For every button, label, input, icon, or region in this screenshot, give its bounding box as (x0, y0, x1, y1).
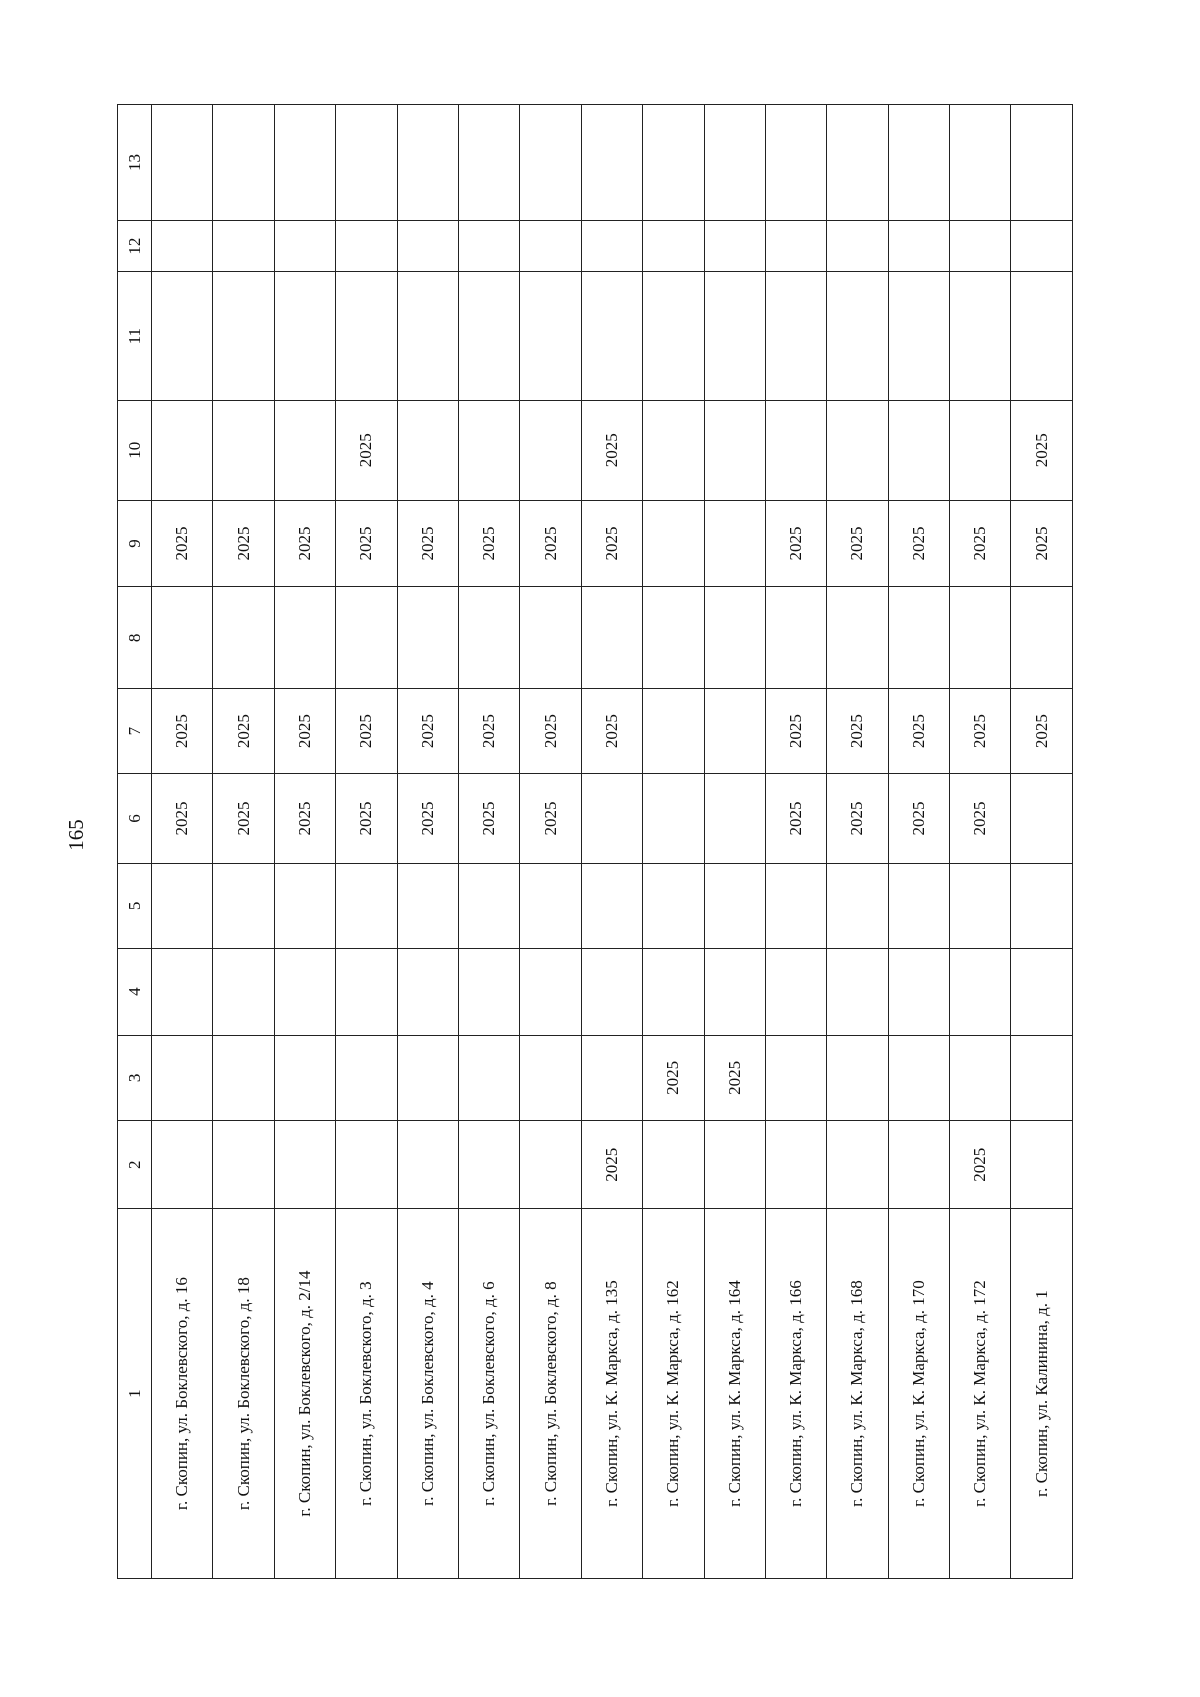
year-cell: 2025 (213, 689, 274, 774)
year-cell (397, 948, 458, 1035)
table-row (152, 105, 213, 1579)
year-cell (1011, 272, 1073, 401)
table-row (643, 105, 704, 1579)
year-cell (643, 1121, 704, 1209)
year-cell: 2025 (581, 400, 642, 500)
address-cell: г. Скопин, ул. К. Маркса, д. 170 (888, 1209, 949, 1579)
column-header: 10 (118, 400, 152, 500)
year-cell (704, 500, 765, 587)
year-cell (213, 948, 274, 1035)
year-cell (213, 1121, 274, 1209)
year-cell: 2025 (274, 500, 335, 587)
table-row (458, 105, 519, 1579)
year-cell (888, 105, 949, 221)
year-cell (458, 272, 519, 401)
year-cell (397, 400, 458, 500)
address-cell: г. Скопин, ул. Боклевского, д. 18 (213, 1209, 274, 1579)
table-body (152, 105, 1073, 1579)
year-cell (458, 587, 519, 689)
address-cell: г. Скопин, ул. Боклевского, д. 16 (152, 1209, 213, 1579)
year-cell: 2025 (397, 689, 458, 774)
year-cell: 2025 (336, 500, 397, 587)
year-cell (888, 1121, 949, 1209)
year-cell (581, 105, 642, 221)
column-header: 7 (118, 689, 152, 774)
year-cell (397, 864, 458, 949)
table-row (397, 105, 458, 1579)
year-cell (213, 272, 274, 401)
year-cell (397, 1035, 458, 1121)
year-cell: 2025 (1011, 500, 1073, 587)
year-cell (643, 773, 704, 863)
year-cell: 2025 (336, 689, 397, 774)
year-cell (1011, 948, 1073, 1035)
year-cell (458, 220, 519, 271)
year-cell (274, 864, 335, 949)
year-cell: 2025 (520, 773, 581, 863)
year-cell (581, 864, 642, 949)
column-header: 5 (118, 864, 152, 949)
year-cell: 2025 (827, 500, 888, 587)
year-cell (704, 689, 765, 774)
year-cell: 2025 (827, 773, 888, 863)
year-cell: 2025 (1011, 400, 1073, 500)
column-header: 11 (118, 272, 152, 401)
rotated-table-wrapper (117, 104, 1073, 1579)
year-cell (397, 105, 458, 221)
year-cell (704, 948, 765, 1035)
year-cell (643, 587, 704, 689)
year-cell (520, 1121, 581, 1209)
year-cell (950, 864, 1011, 949)
year-cell: 2025 (643, 1035, 704, 1121)
year-cell (643, 400, 704, 500)
year-cell (827, 587, 888, 689)
year-cell (152, 864, 213, 949)
address-cell: г. Скопин, ул. К. Маркса, д. 168 (827, 1209, 888, 1579)
year-cell (397, 272, 458, 401)
year-cell (888, 587, 949, 689)
address-cell: г. Скопин, ул. К. Маркса, д. 172 (950, 1209, 1011, 1579)
address-cell: г. Скопин, ул. Калинина, д. 1 (1011, 1209, 1073, 1579)
year-cell (274, 400, 335, 500)
year-cell (213, 105, 274, 221)
year-cell (888, 948, 949, 1035)
year-cell (336, 220, 397, 271)
year-cell (765, 1121, 826, 1209)
year-cell (458, 105, 519, 221)
year-cell (643, 220, 704, 271)
year-cell (213, 1035, 274, 1121)
year-cell: 2025 (152, 773, 213, 863)
year-cell (458, 1121, 519, 1209)
year-cell (765, 587, 826, 689)
year-cell (458, 1035, 519, 1121)
column-header: 6 (118, 773, 152, 863)
year-cell (520, 220, 581, 271)
year-cell: 2025 (581, 500, 642, 587)
year-cell: 2025 (950, 1121, 1011, 1209)
year-cell: 2025 (765, 689, 826, 774)
year-cell (704, 105, 765, 221)
year-cell (888, 272, 949, 401)
address-cell: г. Скопин, ул. К. Маркса, д. 162 (643, 1209, 704, 1579)
year-cell (213, 587, 274, 689)
year-cell (1011, 1035, 1073, 1121)
year-cell (950, 400, 1011, 500)
year-cell (520, 864, 581, 949)
table-row (274, 105, 335, 1579)
year-cell (213, 220, 274, 271)
year-cell (950, 272, 1011, 401)
year-cell (397, 1121, 458, 1209)
year-cell: 2025 (274, 773, 335, 863)
year-cell: 2025 (458, 500, 519, 587)
year-cell (765, 864, 826, 949)
year-cell (643, 689, 704, 774)
year-cell (152, 105, 213, 221)
year-cell (397, 587, 458, 689)
year-cell (581, 773, 642, 863)
year-cell: 2025 (213, 773, 274, 863)
year-cell (765, 105, 826, 221)
year-cell: 2025 (1011, 689, 1073, 774)
year-cell: 2025 (888, 689, 949, 774)
year-cell: 2025 (336, 400, 397, 500)
year-cell (950, 1035, 1011, 1121)
page-number: 165 (64, 819, 88, 851)
year-cell: 2025 (520, 500, 581, 587)
year-cell (274, 948, 335, 1035)
address-cell: г. Скопин, ул. Боклевского, д. 4 (397, 1209, 458, 1579)
year-cell (827, 400, 888, 500)
table-row (520, 105, 581, 1579)
year-cell: 2025 (950, 773, 1011, 863)
year-cell (765, 400, 826, 500)
year-cell: 2025 (581, 1121, 642, 1209)
year-cell: 2025 (827, 689, 888, 774)
year-cell (152, 220, 213, 271)
year-cell (274, 1121, 335, 1209)
year-cell (581, 220, 642, 271)
year-cell (765, 272, 826, 401)
year-cell (888, 400, 949, 500)
year-cell (274, 272, 335, 401)
header-row (118, 105, 152, 1579)
year-cell (827, 948, 888, 1035)
year-cell (520, 587, 581, 689)
address-cell: г. Скопин, ул. Боклевского, д. 6 (458, 1209, 519, 1579)
table-row (888, 105, 949, 1579)
year-cell (704, 587, 765, 689)
column-header: 12 (118, 220, 152, 271)
year-cell: 2025 (152, 689, 213, 774)
year-cell (950, 587, 1011, 689)
year-cell (704, 1121, 765, 1209)
year-cell (643, 864, 704, 949)
year-cell: 2025 (950, 689, 1011, 774)
year-cell (704, 400, 765, 500)
year-cell (336, 864, 397, 949)
year-cell (581, 272, 642, 401)
year-cell (765, 220, 826, 271)
year-cell (950, 105, 1011, 221)
year-cell (458, 948, 519, 1035)
year-cell (152, 1121, 213, 1209)
column-header: 8 (118, 587, 152, 689)
year-cell (152, 400, 213, 500)
year-cell: 2025 (274, 689, 335, 774)
year-cell (765, 1035, 826, 1121)
year-cell: 2025 (397, 500, 458, 587)
column-header: 1 (118, 1209, 152, 1579)
year-cell (827, 220, 888, 271)
table-row (581, 105, 642, 1579)
year-cell: 2025 (765, 500, 826, 587)
year-cell (520, 1035, 581, 1121)
year-cell: 2025 (213, 500, 274, 587)
year-cell (888, 864, 949, 949)
year-cell (827, 864, 888, 949)
address-cell: г. Скопин, ул. К. Маркса, д. 135 (581, 1209, 642, 1579)
year-cell (520, 948, 581, 1035)
address-cell: г. Скопин, ул. Боклевского, д. 8 (520, 1209, 581, 1579)
table-row (704, 105, 765, 1579)
year-cell (274, 105, 335, 221)
year-cell (458, 400, 519, 500)
year-cell (581, 948, 642, 1035)
table-row (213, 105, 274, 1579)
year-cell (1011, 1121, 1073, 1209)
year-cell (950, 948, 1011, 1035)
year-cell (1011, 220, 1073, 271)
year-cell (1011, 864, 1073, 949)
year-cell (336, 1035, 397, 1121)
address-cell: г. Скопин, ул. К. Маркса, д. 164 (704, 1209, 765, 1579)
column-header: 2 (118, 1121, 152, 1209)
year-cell (704, 773, 765, 863)
year-cell (274, 587, 335, 689)
year-cell (1011, 587, 1073, 689)
year-cell (213, 864, 274, 949)
year-cell (274, 220, 335, 271)
year-cell (827, 105, 888, 221)
year-cell (704, 220, 765, 271)
year-cell (888, 220, 949, 271)
year-cell (520, 105, 581, 221)
year-cell: 2025 (888, 500, 949, 587)
year-cell (336, 948, 397, 1035)
year-cell: 2025 (765, 773, 826, 863)
year-cell (643, 948, 704, 1035)
year-cell (213, 400, 274, 500)
year-cell: 2025 (336, 773, 397, 863)
table-row (827, 105, 888, 1579)
year-cell: 2025 (458, 689, 519, 774)
year-cell (950, 220, 1011, 271)
table-row (765, 105, 826, 1579)
year-cell: 2025 (520, 689, 581, 774)
column-header: 3 (118, 1035, 152, 1121)
table-row (950, 105, 1011, 1579)
year-cell (643, 500, 704, 587)
year-cell: 2025 (888, 773, 949, 863)
year-cell: 2025 (458, 773, 519, 863)
column-header: 13 (118, 105, 152, 221)
year-cell (827, 272, 888, 401)
year-cell (520, 400, 581, 500)
year-cell (704, 864, 765, 949)
year-cell (520, 272, 581, 401)
year-cell (336, 272, 397, 401)
year-cell (336, 587, 397, 689)
schedule-table (117, 104, 1073, 1579)
year-cell (274, 1035, 335, 1121)
year-cell: 2025 (152, 500, 213, 587)
column-header: 4 (118, 948, 152, 1035)
year-cell (1011, 105, 1073, 221)
year-cell (643, 272, 704, 401)
year-cell (888, 1035, 949, 1121)
table-row (336, 105, 397, 1579)
year-cell (336, 1121, 397, 1209)
year-cell (152, 587, 213, 689)
year-cell (827, 1121, 888, 1209)
year-cell (827, 1035, 888, 1121)
table-row (1011, 105, 1073, 1579)
address-cell: г. Скопин, ул. Боклевского, д. 2/14 (274, 1209, 335, 1579)
year-cell: 2025 (704, 1035, 765, 1121)
year-cell (581, 1035, 642, 1121)
year-cell (458, 864, 519, 949)
year-cell (1011, 773, 1073, 863)
address-cell: г. Скопин, ул. К. Маркса, д. 166 (765, 1209, 826, 1579)
year-cell: 2025 (950, 500, 1011, 587)
year-cell (643, 105, 704, 221)
year-cell (152, 948, 213, 1035)
year-cell (765, 948, 826, 1035)
year-cell (397, 220, 458, 271)
year-cell (581, 587, 642, 689)
year-cell (152, 272, 213, 401)
column-header: 9 (118, 500, 152, 587)
year-cell (152, 1035, 213, 1121)
year-cell: 2025 (397, 773, 458, 863)
year-cell: 2025 (581, 689, 642, 774)
year-cell (336, 105, 397, 221)
address-cell: г. Скопин, ул. Боклевского, д. 3 (336, 1209, 397, 1579)
year-cell (704, 272, 765, 401)
